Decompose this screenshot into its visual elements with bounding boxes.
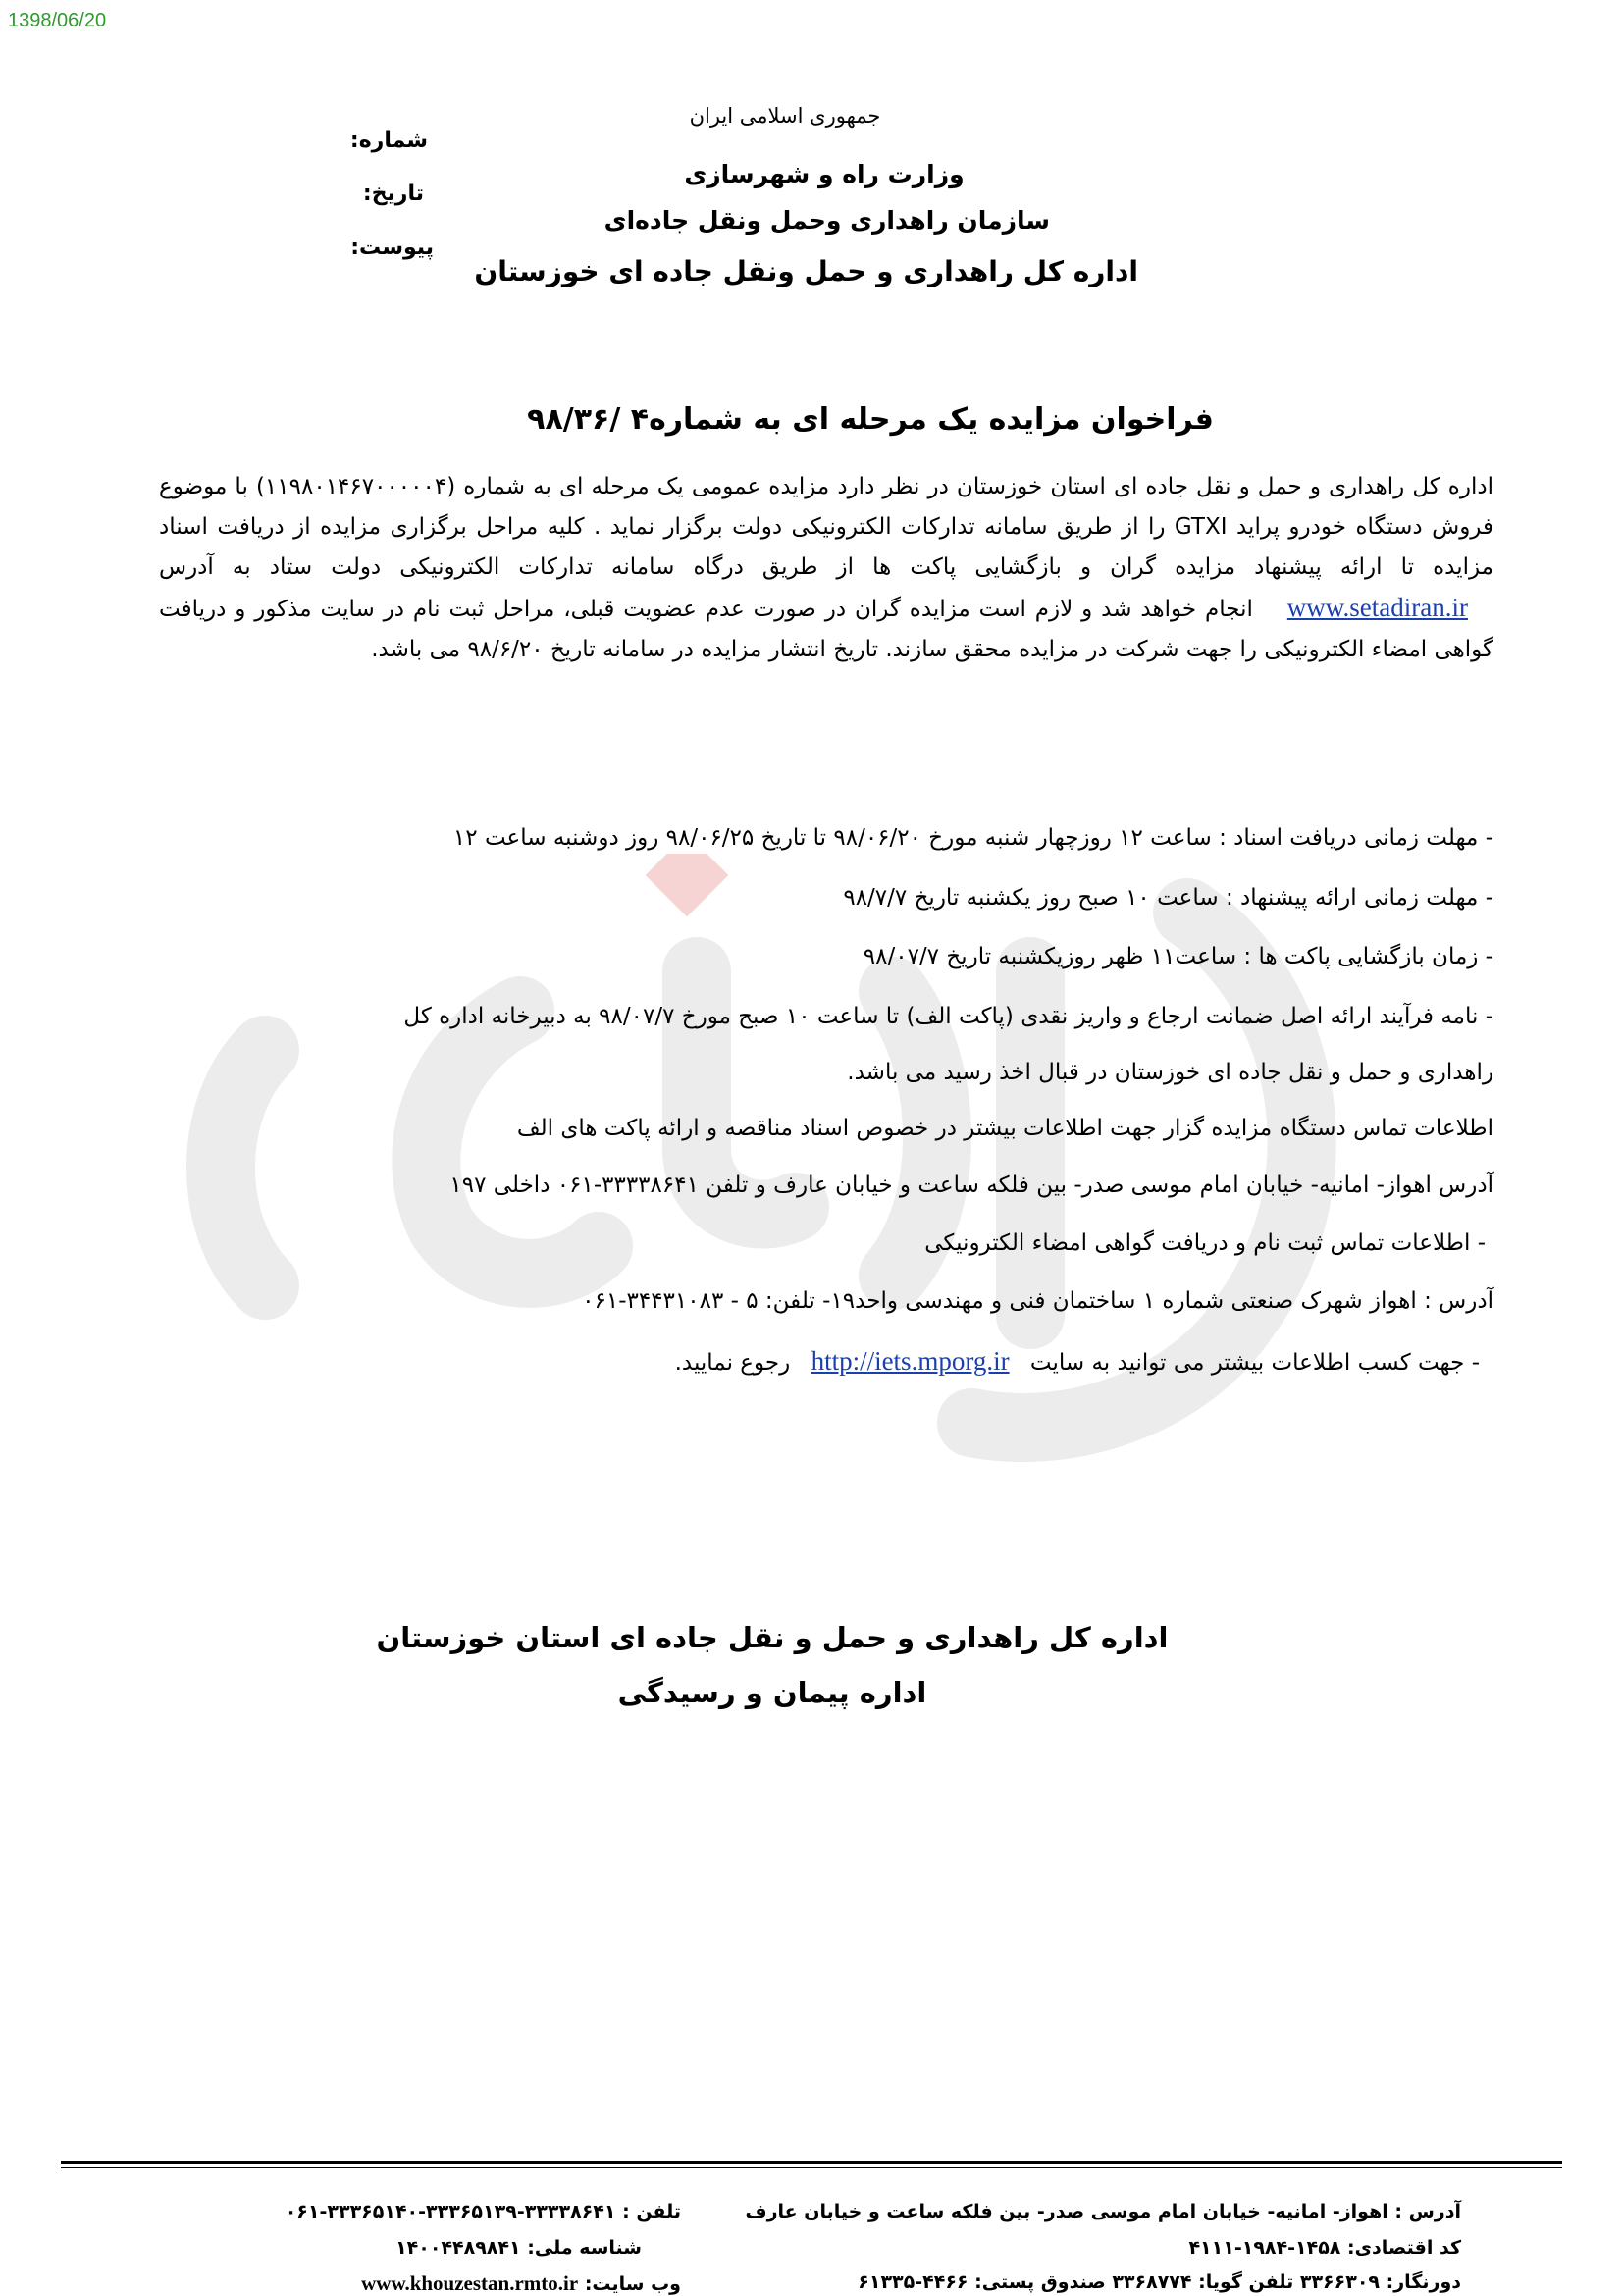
opening-time-item: - زمان بازگشایی پاکت ها : ساعت۱۱ ظهر روزیکشنبه تاریخ ۹۸/۰۷/۷ [863,944,1493,969]
auction-title: فراخوان مزایده یک مرحله ای به شماره۴ /۹۸/۳۶ [527,402,1214,437]
contact-intro: اطلاعات تماس دستگاه مزایده گزار جهت اطلاعات بیشتر در خصوص اسناد مناقصه و ارائه پاکت های الف [516,1116,1493,1141]
footer-economic-code: کد اقتصادی: ۱۴۵۸-۱۹۸۴-۴۱۱۱ [1188,2237,1461,2259]
footer-divider [61,2161,1562,2164]
iets-link[interactable]: http://iets.mporg.ir [811,1346,1010,1376]
footer-national-id: شناسه ملی: ۱۴۰۰۴۴۸۹۸۴۱ [395,2237,642,2259]
number-label: شماره: [349,129,428,153]
header-ministry: وزارت راه و شهرسازی [684,160,965,188]
footer-divider-thin [61,2167,1562,2168]
footer-website-row [361,2271,681,2296]
bid-deadline-item: - مهلت زمانی ارائه پیشنهاد : ساعت ۱۰ صبح روز یکشنبه تاریخ ۹۸/۷/۷ [843,885,1493,911]
paragraph-text: اداره کل راهداری و حمل و نقل جاده ای استان خوزستان در نظر دارد مزایده عمومی یک مرحله ای به شماره (۱۱۹۸۰۱۴۶۷۰۰۰۰۰۴) با موضوع فروش دستگاه خودرو پراید GTXI را از طریق سامانه تدارکات الکترونیکی دولت برگزار نماید . کلیه مراحل برگزاری مزایده از دریافت اسناد مزایده تا ارائه پیشنهاد مزایده گران و بازگشایی پاکت ها از طریق درگاه سامانه تدارکات الکترونیکی دولت ستاد به آدرس [159,474,1493,580]
received-date-stamp: 1398/06/20 [8,10,107,31]
guarantee-item: - نامه فرآیند ارائه اصل ضمانت ارجاع و واریز نقدی (پاکت الف) تا ساعت ۱۰ صبح مورخ ۹۸/۰۷/۷ به دبیرخانه اداره کل [403,1004,1493,1029]
guarantee-item-cont: راهداری و حمل و نقل جاده ای خوزستان در قبال اخذ رسید می باشد. [847,1060,1493,1085]
auction-paragraph [159,467,1493,670]
footer-phone: تلفن : ۳۳۳۳۸۶۴۱-۳۳۳۶۵۱۳۹-۳۳۳۶۵۱۴۰-۰۶۱ [285,2201,681,2222]
footer-website-label: وب سایت: [584,2273,681,2295]
footer-address: آدرس : اهواز- امانیه- خیابان امام موسی صدر- بین فلکه ساعت و خیابان عارف [745,2201,1461,2222]
doc-deadline-item: - مهلت زمانی دریافت اسناد : ساعت ۱۲ روزچهار شنبه مورخ ۹۸/۰۶/۲۰ تا تاریخ ۹۸/۰۶/۲۵ روز دوشنبه ساعت ۱۲ [452,825,1493,851]
more-info-line [675,1346,1480,1377]
header-organization: سازمان راهداری وحمل ونقل جاده‌ای [603,206,1050,235]
contact-address: آدرس اهواز- امانیه- خیابان امام موسی صدر- بین فلکه ساعت و خیابان عارف و تلفن ۳۳۳۳۸۶۴۱-۰۶۱ داخلی ۱۹۷ [449,1173,1493,1198]
attachment-label: پیوست: [350,235,434,260]
registration-address: آدرس : اهواز شهرک صنعتی شماره ۱ ساختمان فنی و مهندسی واحد۱۹- تلفن: ۵ - ۳۴۴۳۱۰۸۳-۰۶۱ [582,1288,1493,1314]
setadiran-link[interactable]: www.setadiran.ir [1286,593,1468,622]
signature-dept: اداره پیمان و رسیدگی [617,1676,927,1709]
footer-fax-line: دورنگار: ۳۳۶۶۳۰۹ تلفن گویا: ۳۳۶۸۷۷۴ صندوق پستی: ۴۴۶۶-۶۱۳۳۵ [858,2271,1461,2293]
registration-intro: - اطلاعات تماس ثبت نام و دریافت گواهی امضاء الکترونیکی [924,1230,1486,1256]
signature-office: اداره کل راهداری و حمل و نقل جاده ای استان خوزستان [376,1621,1169,1654]
footer-website-link[interactable]: www.khouzestan.rmto.ir [361,2271,579,2295]
more-info-text: - جهت کسب اطلاعات بیشتر می توانید به سایت [1029,1350,1480,1376]
paragraph-text-cont: انجام خواهد شد و لازم است مزایده گران در صورت عدم عضویت قبلی، مراحل ثبت نام در سایت مذکور و دریافت گواهی امضاء الکترونیکی را جهت شرکت در مزایده محقق سازند. تاریخ انتشار مزایده در سامانه تاریخ ۹۸/۶/۲۰ می باشد. [159,597,1493,662]
more-info-post: رجوع نمایید. [674,1350,791,1376]
header-republic: جمهوری اسلامی ایران [689,104,881,128]
date-label: تاریخ: [362,182,424,206]
header-office: اداره کل راهداری و حمل ونقل جاده ای خوزستان [474,255,1138,287]
